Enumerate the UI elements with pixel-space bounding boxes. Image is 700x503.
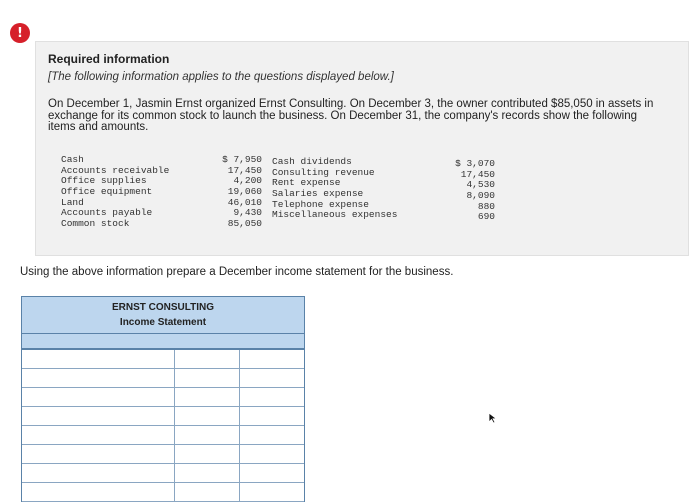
total-input[interactable]	[240, 428, 304, 446]
statement-row	[22, 464, 304, 483]
account-amount: 8,090	[466, 190, 495, 202]
amount-input[interactable]	[175, 428, 239, 446]
amount-cell	[175, 350, 240, 368]
account-name: Miscellaneous expenses	[272, 209, 398, 221]
total-cell	[240, 483, 304, 501]
income-statement-form	[21, 296, 305, 502]
account-label-input[interactable]	[22, 447, 174, 465]
account-label-cell	[22, 483, 175, 501]
total-cell	[240, 407, 304, 425]
account-label-cell	[22, 426, 175, 444]
total-cell	[240, 445, 304, 463]
total-input[interactable]	[240, 352, 304, 370]
total-input[interactable]	[240, 409, 304, 427]
account-amount: 17,450	[227, 164, 262, 176]
account-name: Rent expense	[272, 177, 341, 189]
amount-input[interactable]	[175, 352, 239, 370]
scenario-text: On December 1, Jasmin Ernst organized Ernst Consulting. On December 3, the owner contributed $85,050 in assets in exchange for its common stock to launch the business. On December 31, the company's records show the following items and amounts.	[48, 98, 654, 133]
accounts-right-names	[272, 157, 397, 221]
statement-row	[22, 369, 304, 388]
account-name: Salaries expense	[272, 188, 364, 200]
account-name: Office supplies	[61, 175, 147, 187]
statement-header	[22, 297, 304, 334]
account-label-cell	[22, 445, 175, 463]
accounts-left-amounts	[218, 155, 262, 230]
amount-cell	[175, 464, 240, 482]
accounts-right-amounts	[455, 159, 495, 223]
amount-cell	[175, 388, 240, 406]
statement-rows	[22, 350, 304, 502]
statement-period-row	[22, 334, 304, 350]
statement-row	[22, 350, 304, 369]
amount-input[interactable]	[175, 447, 239, 465]
account-amount: 4,530	[466, 179, 495, 191]
account-amount: 9,430	[233, 207, 262, 219]
account-label-input[interactable]	[22, 371, 174, 389]
statement-row	[22, 426, 304, 445]
total-input[interactable]	[240, 390, 304, 408]
total-cell	[240, 464, 304, 482]
account-label-input[interactable]	[22, 390, 174, 408]
account-label-cell	[22, 388, 175, 406]
total-input[interactable]	[240, 447, 304, 465]
total-input[interactable]	[240, 371, 304, 389]
total-cell	[240, 369, 304, 387]
total-cell	[240, 350, 304, 368]
account-amount: 85,050	[227, 218, 262, 230]
accounts-left-names	[61, 155, 169, 230]
total-cell	[240, 426, 304, 444]
account-name: Cash	[61, 154, 84, 165]
account-amount: 19,060	[227, 186, 262, 198]
account-amount: 880	[477, 200, 495, 212]
account-name: Accounts payable	[61, 207, 153, 219]
account-amount: 4,200	[233, 175, 262, 187]
total-cell	[240, 388, 304, 406]
account-name: Consulting revenue	[272, 166, 375, 178]
account-amount: 690	[477, 211, 495, 223]
amount-cell	[175, 426, 240, 444]
account-name: Land	[61, 196, 84, 208]
statement-row	[22, 407, 304, 426]
account-label-cell	[22, 369, 175, 387]
total-input[interactable]	[240, 485, 304, 503]
info-title: Required information	[48, 52, 170, 66]
account-label-input[interactable]	[22, 428, 174, 446]
amount-input[interactable]	[175, 485, 239, 503]
account-label-cell	[22, 407, 175, 425]
account-label-input[interactable]	[22, 352, 174, 370]
account-label-input[interactable]	[22, 409, 174, 427]
instruction-text: Using the above information prepare a December income statement for the business.	[20, 266, 454, 278]
amount-input[interactable]	[175, 409, 239, 427]
company-name: ERNST CONSULTING	[111, 302, 215, 313]
statement-title: Income Statement	[119, 317, 207, 328]
account-amount: $ 7,950	[222, 154, 262, 165]
account-name: Office equipment	[61, 186, 153, 198]
info-subtitle: [The following information applies to the questions displayed below.]	[48, 71, 394, 83]
account-amount: 46,010	[227, 196, 262, 208]
amount-input[interactable]	[175, 371, 239, 389]
account-amount: 17,450	[460, 168, 495, 180]
account-label-cell	[22, 350, 175, 368]
amount-cell	[175, 369, 240, 387]
account-label-cell	[22, 464, 175, 482]
account-amount: $ 3,070	[455, 158, 495, 169]
account-name: Cash dividends	[272, 156, 352, 167]
alert-icon: !	[10, 23, 30, 43]
amount-cell	[175, 483, 240, 501]
statement-row	[22, 445, 304, 464]
statement-row	[22, 483, 304, 502]
amount-cell	[175, 407, 240, 425]
amount-input[interactable]	[175, 390, 239, 408]
amount-cell	[175, 445, 240, 463]
account-label-input[interactable]	[22, 485, 174, 503]
account-name: Accounts receivable	[61, 164, 170, 176]
account-name: Telephone expense	[272, 198, 369, 210]
account-name: Common stock	[61, 218, 130, 230]
statement-row	[22, 388, 304, 407]
